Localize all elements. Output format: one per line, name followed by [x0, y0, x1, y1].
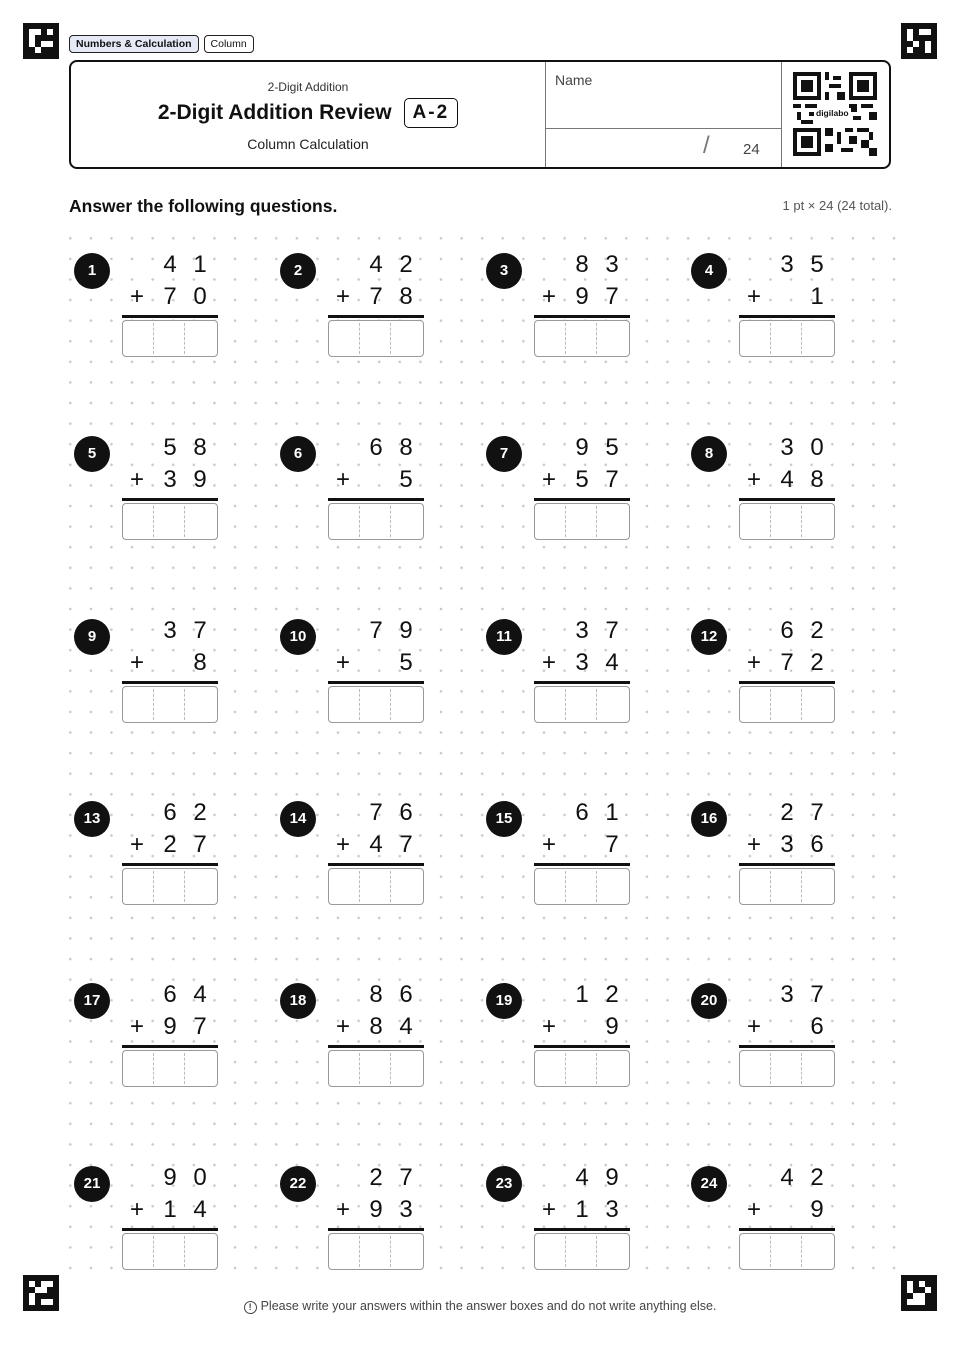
- addend-top-digit: 4: [193, 981, 207, 1008]
- addend-top-digit: 3: [575, 617, 589, 644]
- addend-bottom-digit: 6: [810, 831, 824, 858]
- answer-box-divider: [153, 1236, 154, 1267]
- answer-box-divider: [596, 689, 597, 720]
- plus-sign: +: [129, 1196, 144, 1223]
- answer-box[interactable]: [739, 868, 835, 905]
- problem-number-badge: 1: [74, 253, 110, 289]
- answer-box-divider: [770, 506, 771, 537]
- addend-top-digit: 4: [369, 251, 383, 278]
- footer-note: [0, 1299, 960, 1314]
- problem-item: [486, 1164, 656, 1274]
- plus-sign: +: [129, 831, 144, 858]
- answer-box-divider: [359, 1236, 360, 1267]
- divider: [781, 62, 782, 167]
- answer-box-divider: [801, 1053, 802, 1084]
- tag-category: Numbers & Calculation: [69, 35, 199, 53]
- problem-item: [691, 981, 861, 1091]
- answer-box-divider: [596, 871, 597, 902]
- answer-box-divider: [184, 871, 185, 902]
- answer-box[interactable]: [122, 868, 218, 905]
- answer-box-divider: [390, 1053, 391, 1084]
- sum-line: [534, 1045, 630, 1048]
- plus-sign: +: [746, 1196, 761, 1223]
- addend-bottom-digit: 4: [780, 466, 794, 493]
- addend-bottom-digit: 2: [810, 649, 824, 676]
- problem-item: [74, 981, 244, 1091]
- plus-sign: +: [335, 466, 350, 493]
- addend-top-digit: 7: [369, 799, 383, 826]
- addend-bottom-digit: 3: [605, 1196, 619, 1223]
- qr-brand-label: digilabo: [816, 108, 849, 118]
- problem-item: [280, 981, 450, 1091]
- addend-bottom-digit: 9: [193, 466, 207, 493]
- addend-top-digit: 2: [193, 799, 207, 826]
- addend-top-digit: 2: [810, 617, 824, 644]
- answer-box[interactable]: [739, 1050, 835, 1087]
- addend-bottom-digit: 9: [575, 283, 589, 310]
- plus-sign: +: [746, 831, 761, 858]
- plus-sign: +: [129, 649, 144, 676]
- answer-box-divider: [390, 506, 391, 537]
- addend-top-digit: 6: [369, 434, 383, 461]
- addend-bottom-digit: 9: [369, 1196, 383, 1223]
- plus-sign: +: [746, 283, 761, 310]
- addend-bottom-digit: 4: [193, 1196, 207, 1223]
- addend-bottom-digit: 7: [605, 466, 619, 493]
- problem-item: [486, 617, 656, 727]
- page-background: [0, 1280, 960, 1358]
- category-tags: [69, 35, 254, 53]
- addend-bottom-digit: 9: [810, 1196, 824, 1223]
- plus-sign: +: [335, 649, 350, 676]
- problem-item: [74, 617, 244, 727]
- points-info: 1 pt × 24 (24 total).: [782, 198, 892, 213]
- sum-line: [534, 498, 630, 501]
- addend-top-digit: 6: [163, 981, 177, 1008]
- addend-top-digit: 5: [605, 434, 619, 461]
- sum-line: [534, 863, 630, 866]
- plus-sign: +: [541, 1013, 556, 1040]
- addend-top-digit: 0: [810, 434, 824, 461]
- answer-box-divider: [390, 689, 391, 720]
- worksheet-caption: Column Calculation: [247, 136, 369, 152]
- plus-sign: +: [335, 1013, 350, 1040]
- sum-line: [534, 681, 630, 684]
- divider: [545, 128, 781, 129]
- addend-bottom-digit: 4: [369, 831, 383, 858]
- answer-box-divider: [770, 1236, 771, 1267]
- addend-bottom-digit: 5: [399, 466, 413, 493]
- answer-box-divider: [565, 1236, 566, 1267]
- addend-bottom-digit: 3: [399, 1196, 413, 1223]
- addend-top-digit: 3: [605, 251, 619, 278]
- addend-bottom-digit: 7: [369, 283, 383, 310]
- addend-bottom-digit: 4: [605, 649, 619, 676]
- problem-item: [691, 434, 861, 544]
- addend-bottom-digit: 3: [575, 649, 589, 676]
- info-icon: !: [244, 1301, 257, 1314]
- divider: [545, 62, 546, 167]
- registration-marker-top-right: [901, 23, 937, 59]
- answer-box-divider: [770, 1053, 771, 1084]
- addend-top-digit: 4: [575, 1164, 589, 1191]
- plus-sign: +: [335, 283, 350, 310]
- problem-item: [74, 799, 244, 909]
- sum-line: [328, 863, 424, 866]
- problem-number-badge: 6: [280, 436, 316, 472]
- score-slash: /: [703, 132, 710, 159]
- problem-item: [280, 617, 450, 727]
- answer-box-divider: [153, 506, 154, 537]
- problem-item: [74, 434, 244, 544]
- answer-box-divider: [770, 689, 771, 720]
- problem-number-badge: 13: [74, 801, 110, 837]
- addend-top-digit: 2: [605, 981, 619, 1008]
- plus-sign: +: [746, 466, 761, 493]
- addend-top-digit: 3: [780, 434, 794, 461]
- plus-sign: +: [541, 283, 556, 310]
- answer-box-divider: [359, 871, 360, 902]
- addend-top-digit: 6: [575, 799, 589, 826]
- problem-item: [280, 251, 450, 361]
- answer-box[interactable]: [328, 1233, 424, 1270]
- problem-number-badge: 5: [74, 436, 110, 472]
- problem-number-badge: 11: [486, 619, 522, 655]
- addend-top-digit: 2: [399, 251, 413, 278]
- addend-top-digit: 7: [810, 799, 824, 826]
- answer-box[interactable]: [328, 320, 424, 357]
- answer-box[interactable]: [739, 1233, 835, 1270]
- answer-box[interactable]: [122, 686, 218, 723]
- plus-sign: +: [541, 649, 556, 676]
- answer-box-divider: [801, 323, 802, 354]
- addend-top-digit: 5: [810, 251, 824, 278]
- answer-box[interactable]: [328, 503, 424, 540]
- addend-bottom-digit: 3: [780, 831, 794, 858]
- sum-line: [328, 498, 424, 501]
- answer-box-divider: [596, 323, 597, 354]
- sum-line: [328, 315, 424, 318]
- answer-box-divider: [801, 1236, 802, 1267]
- answer-box-divider: [184, 1236, 185, 1267]
- problem-number-badge: 2: [280, 253, 316, 289]
- answer-box[interactable]: [739, 320, 835, 357]
- plus-sign: +: [746, 649, 761, 676]
- addend-top-digit: 4: [163, 251, 177, 278]
- problem-number-badge: 24: [691, 1166, 727, 1202]
- addend-bottom-digit: 0: [193, 283, 207, 310]
- addend-top-digit: 6: [399, 981, 413, 1008]
- addend-top-digit: 2: [369, 1164, 383, 1191]
- answer-box-divider: [565, 323, 566, 354]
- addend-bottom-digit: 7: [163, 283, 177, 310]
- plus-sign: +: [541, 466, 556, 493]
- problem-number-badge: 19: [486, 983, 522, 1019]
- problem-item: [74, 251, 244, 361]
- addend-top-digit: 9: [575, 434, 589, 461]
- sum-line: [122, 1045, 218, 1048]
- answer-box-divider: [359, 506, 360, 537]
- answer-box-divider: [565, 1053, 566, 1084]
- addend-bottom-digit: 5: [399, 649, 413, 676]
- problem-number-badge: 21: [74, 1166, 110, 1202]
- addend-bottom-digit: 8: [193, 649, 207, 676]
- answer-box-divider: [153, 689, 154, 720]
- problem-item: [691, 1164, 861, 1274]
- answer-box-divider: [770, 323, 771, 354]
- addend-top-digit: 9: [605, 1164, 619, 1191]
- problem-item: [280, 434, 450, 544]
- addend-bottom-digit: 5: [575, 466, 589, 493]
- plus-sign: +: [541, 1196, 556, 1223]
- problem-number-badge: 22: [280, 1166, 316, 1202]
- addend-top-digit: 0: [193, 1164, 207, 1191]
- problem-item: [691, 251, 861, 361]
- problem-item: [486, 251, 656, 361]
- title-row: [71, 98, 545, 128]
- answer-box-divider: [801, 871, 802, 902]
- addend-bottom-digit: 7: [193, 1013, 207, 1040]
- addend-top-digit: 7: [605, 617, 619, 644]
- addend-bottom-digit: 6: [810, 1013, 824, 1040]
- answer-box[interactable]: [739, 686, 835, 723]
- sum-line: [122, 863, 218, 866]
- answer-box[interactable]: [534, 1233, 630, 1270]
- addend-top-digit: 7: [369, 617, 383, 644]
- answer-box-divider: [390, 1236, 391, 1267]
- answer-box-divider: [184, 1053, 185, 1084]
- addend-top-digit: 7: [193, 617, 207, 644]
- problem-number-badge: 23: [486, 1166, 522, 1202]
- sum-line: [122, 315, 218, 318]
- addend-bottom-digit: 3: [163, 466, 177, 493]
- level-badge: A-2: [404, 98, 459, 128]
- sum-line: [122, 498, 218, 501]
- plus-sign: +: [335, 831, 350, 858]
- answer-box-divider: [153, 1053, 154, 1084]
- sum-line: [739, 315, 835, 318]
- answer-box[interactable]: [534, 686, 630, 723]
- answer-box[interactable]: [534, 1050, 630, 1087]
- footer-text: Please write your answers within the answer boxes and do not write anything else.: [260, 1299, 717, 1313]
- problem-item: [486, 799, 656, 909]
- addend-bottom-digit: 8: [399, 283, 413, 310]
- answer-box[interactable]: [122, 503, 218, 540]
- problem-item: [280, 1164, 450, 1274]
- problem-number-badge: 9: [74, 619, 110, 655]
- problem-item: [691, 799, 861, 909]
- addend-top-digit: 9: [163, 1164, 177, 1191]
- answer-box[interactable]: [328, 686, 424, 723]
- sum-line: [328, 1228, 424, 1231]
- answer-box-divider: [359, 1053, 360, 1084]
- addend-bottom-digit: 8: [810, 466, 824, 493]
- answer-box[interactable]: [122, 1050, 218, 1087]
- answer-box-divider: [184, 323, 185, 354]
- answer-box-divider: [596, 506, 597, 537]
- problem-number-badge: 15: [486, 801, 522, 837]
- problem-number-badge: 3: [486, 253, 522, 289]
- answer-box-divider: [596, 1053, 597, 1084]
- problem-item: [691, 617, 861, 727]
- addend-top-digit: 3: [163, 617, 177, 644]
- answer-box-divider: [565, 689, 566, 720]
- answer-box-divider: [153, 323, 154, 354]
- answer-box[interactable]: [122, 320, 218, 357]
- answer-box[interactable]: [739, 503, 835, 540]
- problem-number-badge: 4: [691, 253, 727, 289]
- answer-box-divider: [184, 689, 185, 720]
- score-total: 24: [743, 141, 760, 158]
- answer-box-divider: [153, 871, 154, 902]
- answer-box[interactable]: [534, 868, 630, 905]
- plus-sign: +: [541, 831, 556, 858]
- addend-top-digit: 9: [399, 617, 413, 644]
- problem-number-badge: 16: [691, 801, 727, 837]
- title-area: [71, 62, 545, 167]
- tag-method: Column: [204, 35, 254, 53]
- addend-bottom-digit: 1: [810, 283, 824, 310]
- addend-top-digit: 8: [369, 981, 383, 1008]
- addend-top-digit: 2: [810, 1164, 824, 1191]
- worksheet-subtitle: 2-Digit Addition: [267, 80, 349, 94]
- answer-box[interactable]: [122, 1233, 218, 1270]
- addend-top-digit: 3: [780, 981, 794, 1008]
- addend-top-digit: 1: [605, 799, 619, 826]
- addend-top-digit: 5: [163, 434, 177, 461]
- answer-box[interactable]: [328, 868, 424, 905]
- sum-line: [534, 1228, 630, 1231]
- answer-box-divider: [801, 689, 802, 720]
- problem-number-badge: 10: [280, 619, 316, 655]
- problem-number-badge: 18: [280, 983, 316, 1019]
- addend-bottom-digit: 7: [605, 831, 619, 858]
- addend-bottom-digit: 7: [193, 831, 207, 858]
- sum-line: [328, 681, 424, 684]
- sum-line: [739, 863, 835, 866]
- sum-line: [328, 1045, 424, 1048]
- addend-top-digit: 3: [780, 251, 794, 278]
- answer-box-divider: [565, 871, 566, 902]
- addend-top-digit: 7: [399, 1164, 413, 1191]
- addend-top-digit: 1: [575, 981, 589, 1008]
- addend-bottom-digit: 7: [399, 831, 413, 858]
- problem-number-badge: 14: [280, 801, 316, 837]
- page-background: [898, 0, 960, 1358]
- answer-box[interactable]: [534, 503, 630, 540]
- addend-bottom-digit: 4: [399, 1013, 413, 1040]
- answer-box-divider: [565, 506, 566, 537]
- sum-line: [739, 1228, 835, 1231]
- addend-top-digit: 8: [193, 434, 207, 461]
- plus-sign: +: [129, 466, 144, 493]
- addend-top-digit: 7: [810, 981, 824, 1008]
- addend-top-digit: 1: [193, 251, 207, 278]
- worksheet-header: [69, 60, 891, 169]
- addend-top-digit: 6: [780, 617, 794, 644]
- answer-box-divider: [770, 871, 771, 902]
- problem-number-badge: 17: [74, 983, 110, 1019]
- answer-box-divider: [359, 689, 360, 720]
- addend-bottom-digit: 9: [163, 1013, 177, 1040]
- addend-top-digit: 6: [163, 799, 177, 826]
- sum-line: [739, 1045, 835, 1048]
- addend-bottom-digit: 9: [605, 1013, 619, 1040]
- worksheet-title: 2-Digit Addition Review: [157, 101, 392, 124]
- name-field-label: Name: [555, 72, 593, 88]
- instruction-text: Answer the following questions.: [69, 196, 338, 216]
- plus-sign: +: [746, 1013, 761, 1040]
- plus-sign: +: [129, 1013, 144, 1040]
- answer-box-divider: [596, 1236, 597, 1267]
- problem-number-badge: 20: [691, 983, 727, 1019]
- addend-bottom-digit: 7: [605, 283, 619, 310]
- answer-box-divider: [801, 506, 802, 537]
- addend-bottom-digit: 8: [369, 1013, 383, 1040]
- addend-top-digit: 6: [399, 799, 413, 826]
- problem-number-badge: 7: [486, 436, 522, 472]
- answer-box-divider: [390, 323, 391, 354]
- sum-line: [739, 681, 835, 684]
- problem-number-badge: 12: [691, 619, 727, 655]
- plus-sign: +: [335, 1196, 350, 1223]
- addend-top-digit: 2: [780, 799, 794, 826]
- problem-item: [280, 799, 450, 909]
- sum-line: [122, 681, 218, 684]
- addend-top-digit: 8: [399, 434, 413, 461]
- addend-top-digit: 8: [575, 251, 589, 278]
- addend-bottom-digit: 2: [163, 831, 177, 858]
- answer-box-divider: [184, 506, 185, 537]
- plus-sign: +: [129, 283, 144, 310]
- registration-marker-top-left: [23, 23, 59, 59]
- addend-bottom-digit: 7: [780, 649, 794, 676]
- addend-bottom-digit: 1: [575, 1196, 589, 1223]
- problem-item: [486, 434, 656, 544]
- problem-item: [74, 1164, 244, 1274]
- answer-box[interactable]: [534, 320, 630, 357]
- problem-item: [486, 981, 656, 1091]
- answer-box-divider: [390, 871, 391, 902]
- addend-top-digit: 4: [780, 1164, 794, 1191]
- sum-line: [122, 1228, 218, 1231]
- page-background: [0, 0, 62, 1358]
- answer-box-divider: [359, 323, 360, 354]
- sum-line: [534, 315, 630, 318]
- addend-bottom-digit: 1: [163, 1196, 177, 1223]
- sum-line: [739, 498, 835, 501]
- problem-number-badge: 8: [691, 436, 727, 472]
- answer-box[interactable]: [328, 1050, 424, 1087]
